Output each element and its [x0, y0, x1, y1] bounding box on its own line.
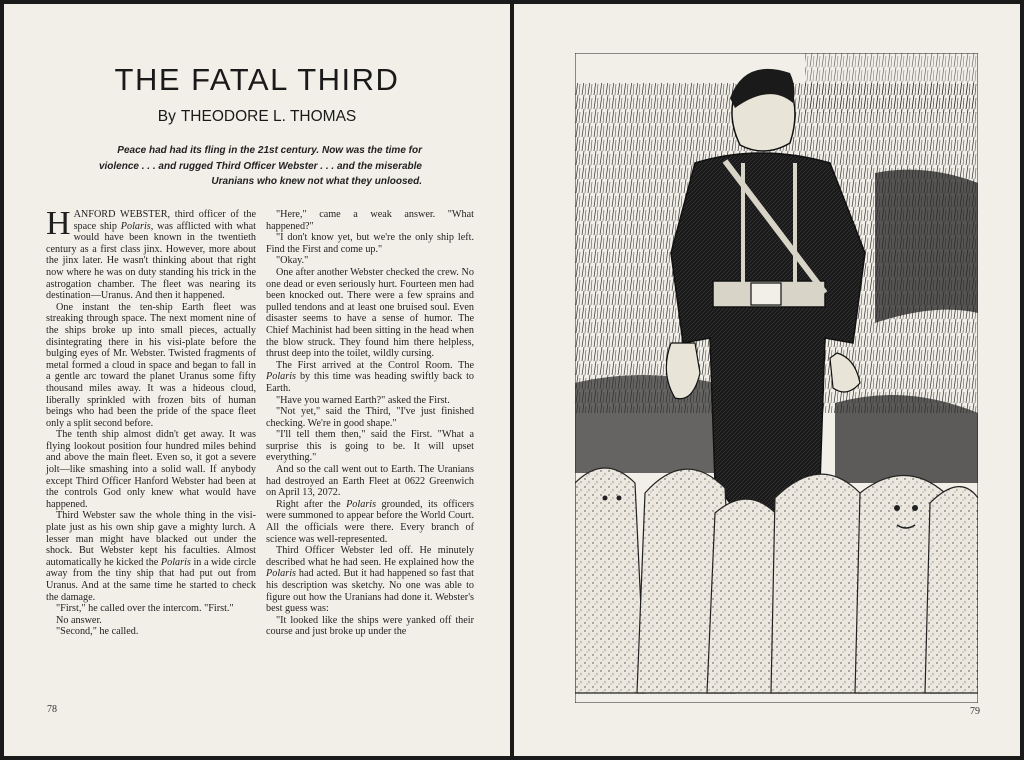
text-run: grounded, its officers were summoned to appear before the World Court. All the officials were there. Every branch of science was well-represented. — [266, 498, 474, 545]
paragraph: No answer. — [56, 614, 102, 626]
illustration — [575, 53, 978, 703]
paragraph: "Okay." — [276, 255, 309, 267]
alien-creature — [771, 474, 867, 693]
story-blurb: Peace had had its fling in the 21st century. Now was the time for violence . . . and rugged Third Officer Webster . . . and the miserable Uranians who knew not what they unloosed. — [98, 145, 422, 187]
paragraph: "Not yet," said the Third, "I've just finished checking. We're in good shape." — [266, 406, 474, 429]
text-run: , was afflicted with what would have been known in the twentieth century as a first class jinx. However, more about the jinx later. He wasn't thinking about that right now where he was on duty standing his trick in the astrogation chamber. The fleet was nearing its destination—Uranus. And then it happened. — [46, 220, 257, 302]
story-title: THE FATAL THIRD — [114, 62, 400, 97]
paragraph: "I don't know yet, but we're the only ship left. Find the First and come up." — [266, 232, 474, 255]
paragraph: "Have you warned Earth?" asked the First. — [276, 394, 450, 406]
page-number: 78 — [47, 704, 57, 715]
alien-eye — [617, 496, 622, 501]
text-run: had acted. But it had happened so fast that his description was sketchy. No one was able to figure out how the Uranians had done it. Webster's best guess was: — [266, 568, 474, 615]
ship-name: Polaris — [266, 568, 297, 580]
paragraph — [266, 545, 474, 615]
text-run: by this time was heading swiftly back to Earth. — [266, 371, 474, 394]
right-page — [514, 4, 1020, 756]
ship-name: Polaris — [160, 556, 191, 568]
paragraph: "First," he called over the intercom. "First." — [56, 603, 234, 615]
page-number: 79 — [970, 706, 980, 717]
rocks-right — [835, 395, 978, 483]
paragraph: "Second," he called. — [56, 626, 139, 638]
text-run: Right after the — [276, 498, 347, 510]
alien-eye — [912, 505, 918, 511]
left-page — [4, 4, 510, 756]
belt-buckle — [751, 283, 781, 305]
paragraph: "I'll tell them then," said the First. "What a surprise this is going to be. It will upset everything." — [266, 429, 474, 464]
ship-name: Polaris — [346, 498, 377, 510]
alien-creature — [575, 468, 645, 693]
paragraph: And so the call went out to Earth. The Uranians had destroyed an Earth Fleet at 0622 Greenwich on April 13, 2072. — [266, 464, 474, 499]
alien-eye — [894, 505, 900, 511]
opening-caps: ANFORD WEBSTER, — [73, 209, 171, 220]
sky-hatching — [805, 53, 978, 113]
text-run: Third Officer Webster led off. He minutely described what he had seen. He explained how the — [266, 545, 474, 568]
alien-eye — [603, 496, 608, 501]
drop-cap: H — [46, 205, 71, 242]
text-column-right — [266, 209, 474, 638]
dark-foliage — [875, 170, 978, 323]
paragraph: One instant the ten-ship Earth fleet was streaking through space. The next moment nine of the ships broke up into small pieces, actually disintegrating there in his visi-plate before the bulging eyes of Mr. Webster. Twisted fragments of metal formed a cloud in space and began to fall in a gentle arc toward the planet Uranus some fifty thousand miles away. It was a hideous cloud, liberally sprinkled with frozen bits of human beings who had been the pride of the space fleet only a split second before. — [46, 301, 256, 429]
text-run: The First arrived at the Control Room. The — [276, 359, 474, 371]
paragraph — [46, 510, 256, 603]
text-column-left — [46, 205, 257, 638]
ship-name: Polaris — [266, 371, 297, 383]
text-run: in a wide circle away from the tiny ship that had put out from Uranus. And at the same time he started to check the damage. — [46, 556, 256, 603]
alien-crowd — [575, 468, 978, 693]
paragraph: One after another Webster checked the crew. No one dead or even seriously hurt. Fourteen men had been knocked out. There were a few sprains and pulled tendons and at least one bruised soul. Even disaster seems to have a sense of humor. The Chief Machinist had been sitting in the head when the blow struck. They found him there helpless, thrust deep into the toilet, wildly cursing. — [266, 266, 474, 360]
ship-name: Polaris — [120, 220, 151, 232]
paragraph: "Here," came a weak answer. "What happened?" — [266, 209, 474, 232]
text-run: third officer of the space ship — [73, 209, 256, 232]
byline-by: By — [157, 108, 176, 125]
paragraph: The tenth ship almost didn't get away. It was flying lookout position four hundred miles behind and above the main fleet. Even so, it got a severe jolt—like smashing into a solid wall. If anybody except Third Officer Hanford Webster had been at the controls God only knew what would have happened. — [46, 429, 256, 510]
paragraph — [46, 205, 257, 302]
paragraph — [266, 499, 474, 545]
paragraph — [266, 360, 474, 395]
paragraph: "It looked like the ships were yanked off their course and just broke up under the — [266, 614, 474, 638]
alien-creature — [925, 487, 978, 693]
author-name: THEODORE L. THOMAS — [180, 108, 357, 125]
text-run: Third Webster saw the whole thing in the visi-plate just as his own ship gave a mighty lurch. A lesser man might have blacked out under the shock. But Webster kept his faculties. Almost automatically he kicked the — [46, 510, 256, 568]
byline — [4, 108, 510, 126]
